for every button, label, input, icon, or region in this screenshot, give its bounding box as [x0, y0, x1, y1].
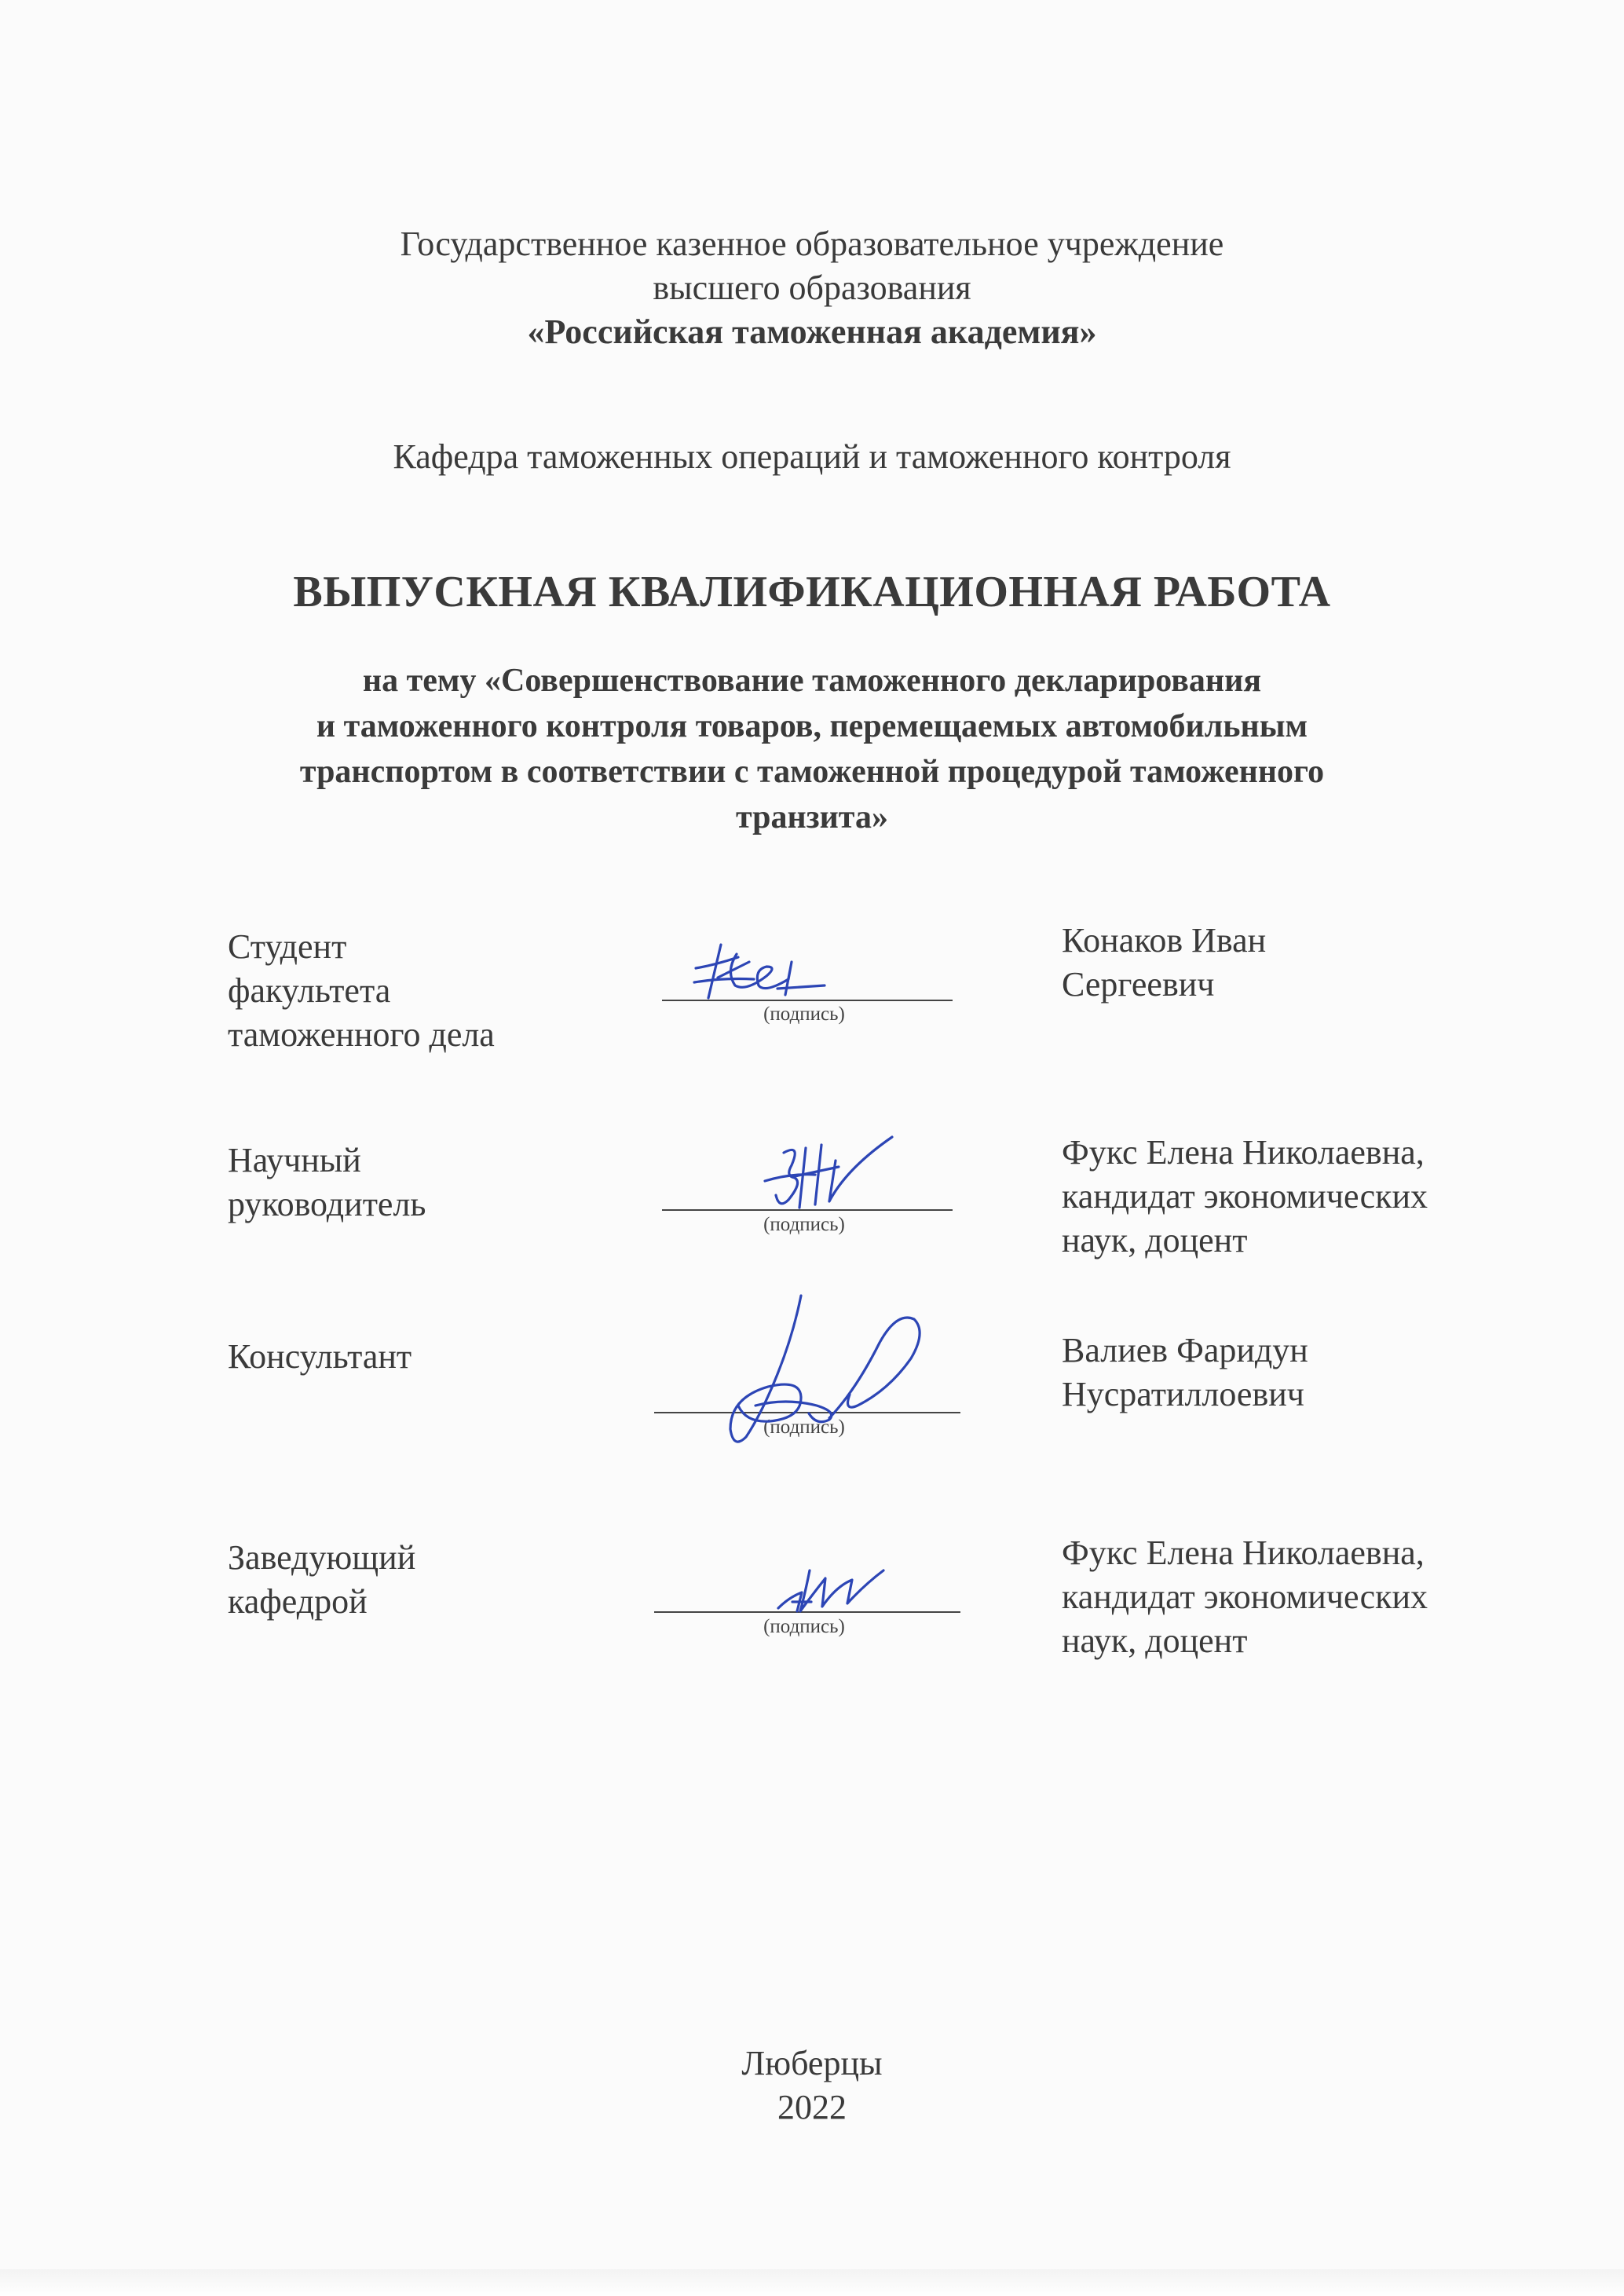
- role-line: руководитель: [228, 1185, 426, 1223]
- name-line: наук, доцент: [1062, 1221, 1248, 1260]
- role-line: факультета: [228, 971, 391, 1010]
- name-supervisor: [1062, 1131, 1428, 1263]
- place-and-year: [0, 2042, 1624, 2130]
- name-consultant: [1062, 1329, 1308, 1417]
- role-line: кафедрой: [228, 1582, 368, 1621]
- name-line: Валиев Фаридун: [1062, 1331, 1308, 1369]
- topic-line: транспортом в соответствии с таможенной процедурой таможенного: [299, 754, 1325, 790]
- role-head-of-department: [228, 1536, 415, 1624]
- name-line: Сергеевич: [1062, 965, 1215, 1004]
- year: 2022: [777, 2088, 847, 2126]
- name-line: кандидат экономических: [1062, 1177, 1428, 1216]
- document-title: ВЫПУСКНАЯ КВАЛИФИКАЦИОННАЯ РАБОТА: [293, 568, 1331, 616]
- name-line: Нусратиллоевич: [1062, 1375, 1304, 1413]
- role-consultant: [228, 1335, 411, 1379]
- signature-caption: (подпись): [763, 1417, 845, 1438]
- head-signature: [774, 1563, 891, 1625]
- role-line: Студент: [228, 927, 347, 966]
- scan-edge: [0, 2269, 1624, 2296]
- signature-caption: (подпись): [763, 1214, 845, 1235]
- topic-line: транзита»: [736, 799, 888, 835]
- name-head-of-department: [1062, 1531, 1428, 1663]
- thesis-topic: [0, 658, 1624, 840]
- signature-caption: (подпись): [763, 1004, 845, 1025]
- student-signature: [691, 930, 840, 1009]
- role-line: Заведующий: [228, 1538, 416, 1577]
- topic-line: на тему «Совершенствование таможенного декларирования: [362, 663, 1262, 699]
- name-line: наук, доцент: [1062, 1621, 1248, 1660]
- role-line: Консультант: [228, 1337, 412, 1376]
- role-supervisor: [228, 1139, 426, 1227]
- role-line: Научный: [228, 1141, 361, 1179]
- name-line: Фукс Елена Николаевна,: [1062, 1534, 1425, 1572]
- role-student: [228, 925, 495, 1057]
- institution-line-1: Государственное казенное образовательное учреждение: [400, 225, 1224, 263]
- institution-header: [0, 222, 1624, 354]
- role-line: таможенного дела: [228, 1015, 495, 1054]
- department: Кафедра таможенных операций и таможенного контроля: [393, 437, 1231, 476]
- topic-line: и таможенного контроля товаров, перемещаемых автомобильным: [316, 708, 1308, 744]
- name-line: Конаков Иван: [1062, 921, 1267, 960]
- city: Люберцы: [741, 2044, 883, 2082]
- consultant-signature: [683, 1288, 935, 1453]
- name-line: Фукс Елена Николаевна,: [1062, 1133, 1425, 1172]
- name-student: [1062, 919, 1266, 1007]
- signature-caption: (подпись): [763, 1616, 845, 1637]
- supervisor-signature: [760, 1137, 902, 1223]
- name-line: кандидат экономических: [1062, 1578, 1428, 1616]
- institution-name: «Российская таможенная академия»: [527, 313, 1097, 351]
- institution-line-2: высшего образования: [653, 269, 971, 307]
